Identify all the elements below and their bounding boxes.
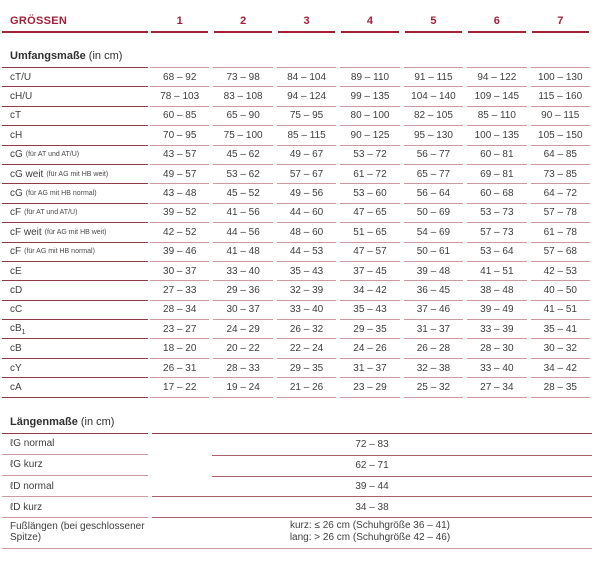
size-range-value: 85 – 110 — [467, 107, 526, 126]
size-range-value: 33 – 40 — [213, 262, 272, 281]
row-label — [2, 107, 148, 126]
table-title: GRÖSSEN — [2, 15, 148, 33]
row-label — [2, 243, 148, 262]
table-row — [2, 434, 592, 455]
size-range-value: 39 – 46 — [150, 243, 209, 262]
size-range-value: 70 – 95 — [150, 126, 209, 145]
measure-code: cB — [10, 343, 22, 355]
size-range-value: 53 – 73 — [467, 204, 526, 223]
table-row — [2, 281, 592, 300]
size-column-header: 6 — [468, 15, 525, 33]
circumference-section-header — [2, 45, 592, 68]
size-range-value: 47 – 57 — [340, 243, 399, 262]
length-rows — [2, 434, 592, 519]
size-range-value: 109 – 145 — [467, 87, 526, 106]
row-label — [2, 378, 148, 397]
size-range-value: 61 – 78 — [531, 223, 590, 242]
size-range-value: 83 – 108 — [213, 87, 272, 106]
size-range-value: 44 – 60 — [277, 204, 336, 223]
size-range-value: 32 – 39 — [277, 281, 336, 300]
size-range-value: 51 – 65 — [340, 223, 399, 242]
size-range-value: 26 – 32 — [277, 320, 336, 339]
row-label — [2, 262, 148, 281]
size-range-value: 29 – 36 — [213, 281, 272, 300]
row-label — [2, 165, 148, 184]
size-range-value: 23 – 27 — [150, 320, 209, 339]
size-range-value: 73 – 85 — [531, 165, 590, 184]
size-range-value: 35 – 43 — [340, 301, 399, 320]
row-label — [2, 126, 148, 145]
size-range-value: 61 – 72 — [340, 165, 399, 184]
size-range-value: 94 – 124 — [277, 87, 336, 106]
table-row — [2, 223, 592, 242]
section-title-text: Längenmaße — [10, 415, 78, 428]
size-range-value: 30 – 32 — [531, 339, 590, 358]
size-range-value: 41 – 48 — [213, 243, 272, 262]
row-label — [2, 204, 148, 223]
table-row — [2, 87, 592, 106]
table-row — [2, 359, 592, 378]
table-row — [2, 146, 592, 165]
size-range-value: 95 – 130 — [404, 126, 463, 145]
section-title-text: Umfangsmaße — [10, 50, 86, 62]
table-row — [2, 455, 592, 476]
size-range-value: 69 – 81 — [467, 165, 526, 184]
foot-length-label: Fußlängen (bei geschlossener Spitze) — [10, 521, 145, 544]
measure-code: $cB_1$ — [10, 322, 26, 336]
size-range-value: 68 – 92 — [150, 68, 209, 87]
row-label: ℓG normal — [2, 434, 148, 455]
size-range-value: 24 – 29 — [213, 320, 272, 339]
table-row — [2, 301, 592, 320]
measure-code: cF — [10, 246, 22, 258]
row-label: ℓD normal — [2, 476, 148, 497]
row-label — [2, 301, 148, 320]
size-range-value: 57 – 68 — [531, 243, 590, 262]
size-range-value: 41 – 51 — [467, 262, 526, 281]
table-row — [2, 243, 592, 262]
size-range-value: 28 – 33 — [213, 359, 272, 378]
size-range-value: 65 – 90 — [213, 107, 272, 126]
circumference-section-title — [2, 50, 148, 68]
table-row — [2, 339, 592, 358]
size-range-value: 60 – 81 — [467, 146, 526, 165]
size-range-value: 20 – 22 — [213, 339, 272, 358]
size-range-value: 82 – 105 — [404, 107, 463, 126]
size-range-value: 47 – 65 — [340, 204, 399, 223]
size-range-value: 90 – 125 — [340, 126, 399, 145]
table-row — [2, 68, 592, 87]
size-range-value: 34 – 42 — [531, 359, 590, 378]
size-range-value: 64 – 72 — [531, 184, 590, 203]
size-range-value: 23 – 29 — [340, 378, 399, 397]
row-label — [2, 184, 148, 203]
foot-length-row — [2, 518, 592, 549]
size-range-value: 28 – 34 — [150, 301, 209, 320]
foot-length-short: kurz: ≤ 26 cm (Schuhgröße 36 – 41) — [289, 520, 450, 532]
row-label — [2, 320, 148, 339]
table-row — [2, 204, 592, 223]
row-label — [2, 146, 148, 165]
size-range-value: 53 – 62 — [213, 165, 272, 184]
table-row — [2, 320, 592, 339]
section-gap — [2, 398, 592, 411]
size-range-value: 44 – 56 — [213, 223, 272, 242]
size-range-value: 57 – 73 — [467, 223, 526, 242]
size-range-value: 35 – 43 — [277, 262, 336, 281]
size-column-header: 2 — [214, 15, 271, 33]
length-section-header — [2, 411, 592, 434]
size-range-value: 33 – 40 — [467, 359, 526, 378]
size-range-value: 100 – 135 — [467, 126, 526, 145]
size-range-value: 45 – 62 — [213, 146, 272, 165]
size-range-value: 18 – 20 — [150, 339, 209, 358]
measure-code: cE — [10, 265, 22, 277]
size-range-value: 36 – 45 — [404, 281, 463, 300]
measure-code: cY — [10, 362, 22, 374]
foot-length-long: lang: > 26 cm (Schuhgröße 42 – 46) — [289, 532, 451, 544]
size-range-value: 60 – 68 — [467, 184, 526, 203]
size-range-value: 17 – 22 — [150, 378, 209, 397]
row-label: ℓD kurz — [2, 497, 148, 518]
measure-code: cD — [10, 284, 23, 296]
foot-length-values — [148, 520, 592, 544]
section-unit-text: (in cm) — [88, 50, 123, 62]
size-range-value: 43 – 48 — [150, 184, 209, 203]
size-range-value: 39 – 52 — [150, 204, 209, 223]
length-section-title — [2, 416, 148, 434]
size-range-value: 60 – 85 — [150, 107, 209, 126]
table-row — [2, 378, 592, 397]
table-row — [2, 497, 592, 518]
row-note: (für AG mit HB weit) — [46, 170, 109, 178]
size-range-value: 73 – 98 — [213, 68, 272, 87]
size-range-value: 37 – 46 — [404, 301, 463, 320]
size-range-value: 57 – 78 — [531, 204, 590, 223]
length-range-value: 72 – 83 — [152, 434, 592, 455]
size-range-value: 85 – 115 — [277, 126, 336, 145]
row-label — [2, 87, 148, 106]
size-range-value: 39 – 49 — [467, 301, 526, 320]
table-row — [2, 126, 592, 145]
size-range-value: 75 – 95 — [277, 107, 336, 126]
size-range-value: 30 – 37 — [150, 262, 209, 281]
size-range-value: 75 – 100 — [213, 126, 272, 145]
row-label — [2, 223, 148, 242]
row-label — [2, 359, 148, 378]
measure-code: cG — [10, 149, 23, 161]
size-range-value: 42 – 53 — [531, 262, 590, 281]
size-range-value: 42 – 52 — [150, 223, 209, 242]
size-range-value: 26 – 31 — [150, 359, 209, 378]
size-range-value: 33 – 39 — [467, 320, 526, 339]
size-range-value: 19 – 24 — [213, 378, 272, 397]
size-range-value: 38 – 48 — [467, 281, 526, 300]
table-row — [2, 476, 592, 497]
circumference-rows — [2, 68, 592, 398]
size-range-value: 53 – 64 — [467, 243, 526, 262]
size-range-value: 49 – 56 — [277, 184, 336, 203]
size-column-header: 3 — [278, 15, 335, 33]
size-range-value: 57 – 67 — [277, 165, 336, 184]
size-range-value: 91 – 115 — [404, 68, 463, 87]
size-range-value: 49 – 57 — [150, 165, 209, 184]
section-unit-text: (in cm) — [80, 415, 115, 428]
size-range-value: 99 – 135 — [340, 87, 399, 106]
length-range-value: 62 – 71 — [152, 455, 592, 476]
size-range-value: 78 – 103 — [150, 87, 209, 106]
measure-code: cF weit — [10, 226, 42, 238]
row-label — [2, 339, 148, 358]
size-range-value: 30 – 37 — [213, 301, 272, 320]
length-range-value: 34 – 38 — [152, 497, 592, 518]
measure-code: cA — [10, 381, 22, 393]
size-range-value: 32 – 38 — [404, 359, 463, 378]
measure-code: cH — [10, 129, 23, 141]
size-range-value: 50 – 61 — [404, 243, 463, 262]
row-label: ℓG kurz — [2, 455, 148, 476]
size-range-value: 39 – 48 — [404, 262, 463, 281]
size-range-value: 27 – 34 — [467, 378, 526, 397]
size-range-value: 49 – 67 — [277, 146, 336, 165]
size-range-value: 45 – 52 — [213, 184, 272, 203]
size-range-value: 28 – 35 — [531, 378, 590, 397]
size-range-value: 56 – 64 — [404, 184, 463, 203]
length-range-value: 39 – 44 — [152, 476, 592, 497]
size-range-value: 41 – 56 — [213, 204, 272, 223]
size-range-value: 41 – 51 — [531, 301, 590, 320]
size-range-value: 43 – 57 — [150, 146, 209, 165]
size-range-value: 65 – 77 — [404, 165, 463, 184]
size-range-value: 27 – 33 — [150, 281, 209, 300]
size-range-value: 53 – 72 — [340, 146, 399, 165]
size-range-value: 33 – 40 — [277, 301, 336, 320]
size-range-value: 29 – 35 — [340, 320, 399, 339]
size-range-value: 90 – 115 — [531, 107, 590, 126]
table-row — [2, 184, 592, 203]
size-range-value: 48 – 60 — [277, 223, 336, 242]
table-header-row — [2, 8, 592, 33]
row-label — [2, 281, 148, 300]
size-range-value: 64 – 85 — [531, 146, 590, 165]
size-range-value: 22 – 24 — [277, 339, 336, 358]
row-note: (für AT und AT/U) — [25, 151, 80, 159]
size-column-header: 1 — [151, 15, 208, 33]
size-range-value: 31 – 37 — [404, 320, 463, 339]
size-range-value: 40 – 50 — [531, 281, 590, 300]
size-range-value: 35 – 41 — [531, 320, 590, 339]
measure-code: cF — [10, 207, 22, 219]
measure-code: cT — [10, 110, 22, 122]
size-column-header: 7 — [532, 15, 589, 33]
measure-code: cH/U — [10, 91, 33, 103]
measure-code: cC — [10, 304, 23, 316]
size-range-value: 26 – 28 — [404, 339, 463, 358]
row-note: (für AT und AT/U) — [24, 209, 78, 217]
measure-code: cT/U — [10, 71, 32, 83]
size-range-value: 25 – 32 — [404, 378, 463, 397]
size-range-value: 94 – 122 — [467, 68, 526, 87]
size-range-value: 24 – 26 — [340, 339, 399, 358]
size-range-value: 53 – 60 — [340, 184, 399, 203]
table-row — [2, 165, 592, 184]
size-range-value: 105 – 150 — [531, 126, 590, 145]
row-note: (für AG mit HB normal) — [25, 190, 97, 198]
size-range-value: 21 – 26 — [277, 378, 336, 397]
table-row — [2, 262, 592, 281]
size-range-value: 31 – 37 — [340, 359, 399, 378]
row-label — [2, 68, 148, 87]
size-range-value: 84 – 104 — [277, 68, 336, 87]
size-range-value: 104 – 140 — [404, 87, 463, 106]
measure-code: cG weit — [10, 168, 44, 180]
measure-code-subscript: 1 — [21, 328, 26, 336]
row-note: (für AG mit HB normal) — [24, 248, 95, 256]
size-range-value: 34 – 42 — [340, 281, 399, 300]
size-range-value: 29 – 35 — [277, 359, 336, 378]
table-row — [2, 107, 592, 126]
size-range-value: 100 – 130 — [531, 68, 590, 87]
size-range-value: 54 – 69 — [404, 223, 463, 242]
size-range-value: 50 – 69 — [404, 204, 463, 223]
size-range-value: 44 – 53 — [277, 243, 336, 262]
size-range-value: 115 – 160 — [531, 87, 590, 106]
size-range-value: 28 – 30 — [467, 339, 526, 358]
size-column-header: 5 — [405, 15, 462, 33]
size-range-value: 89 – 110 — [340, 68, 399, 87]
row-note: (für AG mit HB weit) — [44, 228, 107, 236]
size-range-value: 56 – 77 — [404, 146, 463, 165]
size-range-value: 80 – 100 — [340, 107, 399, 126]
size-column-header: 4 — [341, 15, 398, 33]
section-gap — [2, 33, 592, 45]
size-range-value: 37 – 45 — [340, 262, 399, 281]
measure-code: cG — [10, 188, 23, 200]
